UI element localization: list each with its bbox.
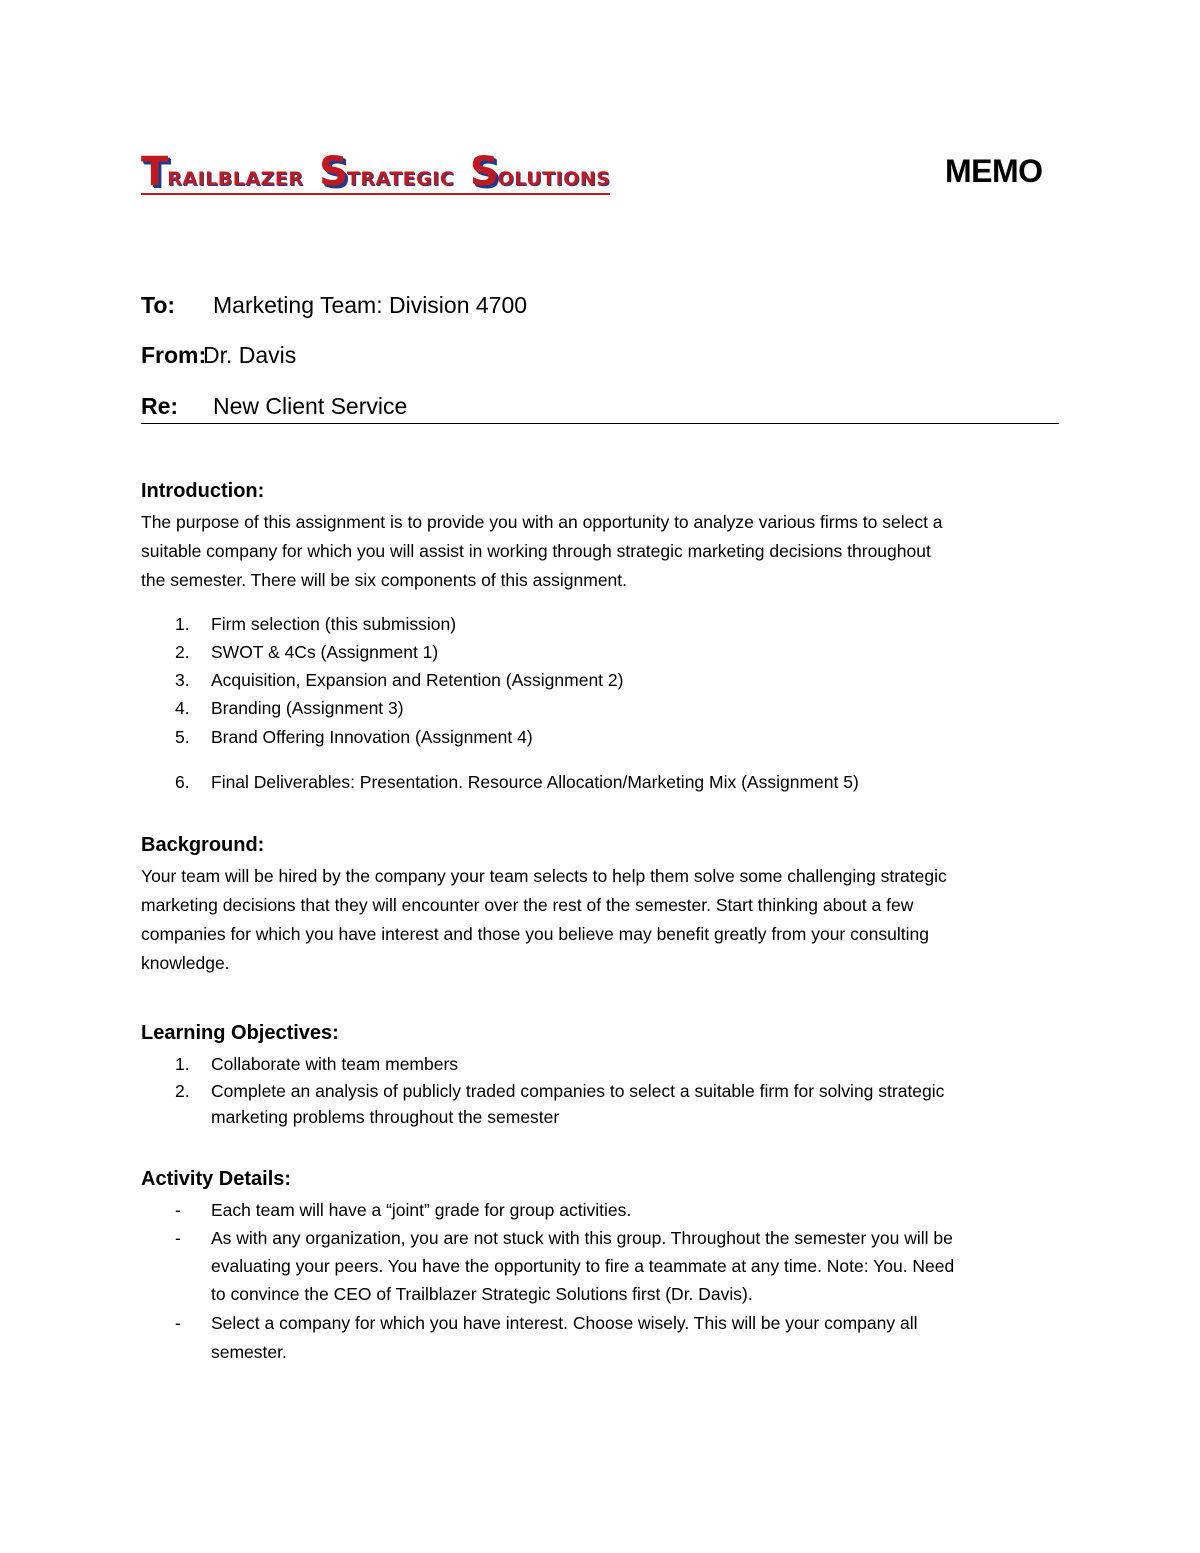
background-line: Your team will be hired by the company your team selects to help them solve some challenging strategic (141, 866, 947, 886)
logo-word-1: TRAILBLAZER (141, 149, 304, 195)
list-bullet: - (175, 1228, 181, 1248)
re-line (141, 393, 408, 419)
logo-word-2: STRATEGIC (319, 149, 455, 195)
to-value: Marketing Team: Division 4700 (213, 292, 528, 318)
introduction-heading: Introduction: (141, 480, 265, 502)
list-bullet: - (175, 1200, 181, 1220)
to-line (141, 292, 528, 318)
list-number: 3. (175, 670, 190, 690)
from-value: Dr. Davis (203, 342, 297, 368)
background-line: marketing decisions that they will encounter over the rest of the semester. Start thinking about a few (141, 895, 914, 915)
list-text: Final Deliverables: Presentation. Resource Allocation/Marketing Mix (Assignment 5) (211, 772, 859, 792)
list-number: 1. (175, 1054, 190, 1074)
background-line: companies for which you have interest and those you believe may benefit greatly from your consulting (141, 924, 929, 944)
re-value: New Client Service (213, 393, 408, 419)
introduction-line: The purpose of this assignment is to provide you with an opportunity to analyze various firms to select a (141, 512, 943, 532)
background-heading: Background: (141, 834, 265, 856)
memo-label: MEMO (945, 153, 1043, 189)
list-text: SWOT & 4Cs (Assignment 1) (211, 642, 439, 662)
background-line: knowledge. (141, 953, 230, 973)
introduction-line: suitable company for which you will assist in working through strategic marketing decisions throughout (141, 541, 931, 561)
list-text: Brand Offering Innovation (Assignment 4) (211, 727, 533, 747)
list-number: 5. (175, 727, 190, 747)
list-number: 6. (175, 772, 190, 792)
activity-details-heading: Activity Details: (141, 1168, 292, 1190)
re-label: Re: (141, 393, 179, 419)
list-text: As with any organization, you are not stuck with this group. Throughout the semester you will be (211, 1228, 953, 1248)
to-label: To: (141, 292, 176, 318)
list-text: to convince the CEO of Trailblazer Strategic Solutions first (Dr. Davis). (211, 1284, 753, 1304)
list-number: 1. (175, 614, 190, 634)
list-number: 2. (175, 642, 190, 662)
list-text: Each team will have a “joint” grade for group activities. (211, 1200, 632, 1220)
list-number: 2. (175, 1081, 190, 1101)
list-text: Select a company for which you have interest. Choose wisely. This will be your company all (211, 1313, 918, 1333)
header-divider (141, 423, 1059, 424)
list-text: Firm selection (this submission) (211, 614, 457, 634)
introduction-line: the semester. There will be six components of this assignment. (141, 570, 628, 590)
logo-word-3: SOLUTIONS (469, 149, 611, 195)
learning-objectives-heading: Learning Objectives: (141, 1022, 339, 1044)
list-text: Branding (Assignment 3) (211, 698, 404, 718)
list-text: semester. (211, 1342, 287, 1362)
list-number: 4. (175, 698, 190, 718)
list-text: Collaborate with team members (211, 1054, 459, 1074)
list-text: Acquisition, Expansion and Retention (Assignment 2) (211, 670, 624, 690)
list-text: marketing problems throughout the semester (211, 1107, 560, 1127)
list-bullet: - (175, 1313, 181, 1333)
list-text: Complete an analysis of publicly traded companies to select a suitable firm for solving strategic (211, 1081, 945, 1101)
company-logo (141, 149, 611, 195)
from-label: From: (141, 342, 207, 368)
list-text: evaluating your peers. You have the opportunity to fire a teammate at any time. Note: You. Need (211, 1256, 955, 1276)
from-line (141, 342, 297, 368)
